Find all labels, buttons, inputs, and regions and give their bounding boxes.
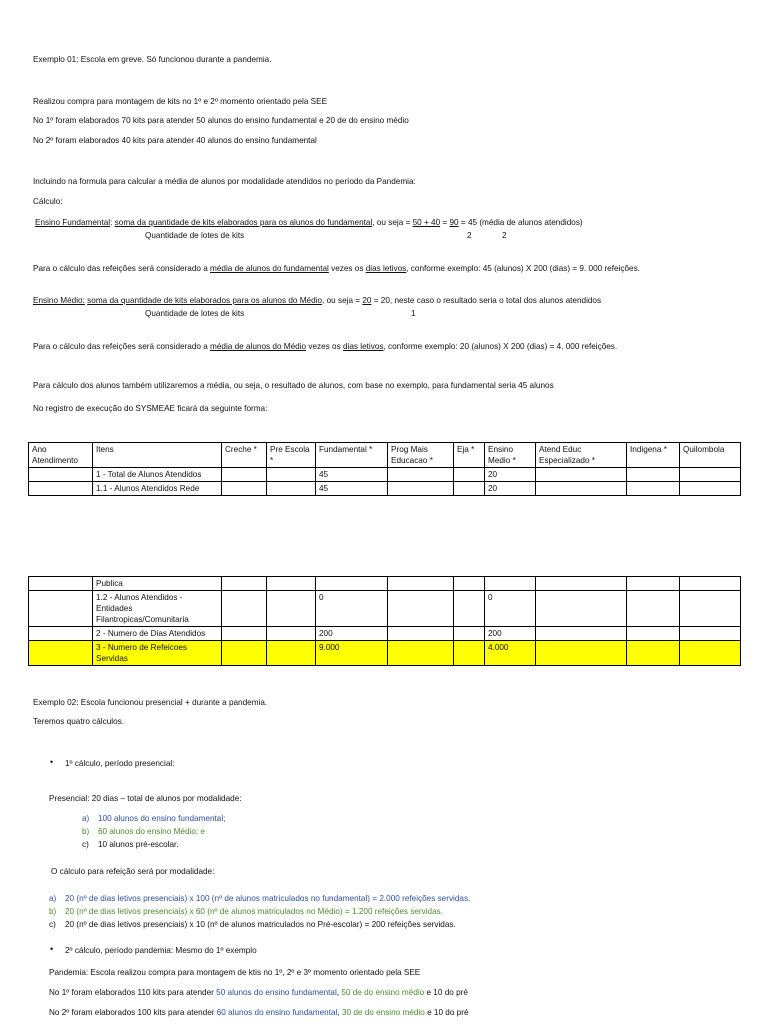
cell	[267, 468, 316, 482]
calc-text: 20 (nº de dias letivos presenciais) x 60 (nº de alunos matriculados no Médio) = 1.200 refeições servidas.	[65, 907, 444, 916]
table-row-highlighted	[29, 641, 741, 666]
cell: 1.2 - Alunos Atendidos - Entidades Filantropicas/Comunitaria	[93, 591, 222, 627]
cell	[454, 627, 485, 641]
cell	[536, 482, 627, 496]
text: média de alunos do Médio	[210, 342, 307, 351]
cell	[388, 591, 454, 627]
cell: 20	[485, 482, 536, 496]
cell: Publica	[93, 577, 222, 591]
cell	[222, 468, 267, 482]
header-cell: Prog Mais Educacao *	[388, 443, 454, 468]
table-header-row	[29, 443, 741, 468]
calc2-heading: 2º cálculo, período pandemia: Mesmo do 1º exemplo	[65, 946, 257, 955]
cell	[536, 641, 627, 666]
calc-item	[49, 894, 470, 903]
text: ,	[336, 988, 342, 997]
cell	[454, 591, 485, 627]
registro-line: No registro de execução do SYSMEAE ficará da seguinte forma:	[33, 404, 268, 413]
header-cell: Pre Escola *	[267, 443, 316, 468]
moment1-line: No 1º foram elaborados 70 kits para atender 50 alunos do ensino fundamental e 20 de do ensino médio	[33, 116, 409, 125]
medio-fraction-top: 20	[362, 296, 372, 305]
table-row	[29, 577, 741, 591]
text: e 10 do pré	[424, 1008, 469, 1017]
list-mark: a)	[82, 814, 90, 823]
cell	[222, 482, 267, 496]
text: , conforme exemplo: 45 (alunos) X 200 (dias) = 9. 000 refeições.	[406, 264, 640, 273]
cell	[316, 577, 388, 591]
list-text: 60 alunos do ensino Médio; e	[98, 827, 205, 836]
cell	[627, 577, 680, 591]
calc-item	[49, 920, 456, 929]
cell	[388, 468, 454, 482]
table-row	[29, 468, 741, 482]
list-item	[82, 814, 225, 823]
cell: 3 - Numero de Refeicoes Servidas	[93, 641, 222, 666]
cell	[222, 641, 267, 666]
colon: :	[110, 218, 113, 227]
cell: 45	[316, 468, 388, 482]
cell	[680, 591, 741, 627]
text: dias letivos	[365, 264, 407, 273]
cell	[29, 468, 93, 482]
cell	[454, 468, 485, 482]
fundamental-formula	[35, 218, 583, 227]
presencial-line: Presencial: 20 dias – total de alunos por modalidade:	[49, 794, 242, 803]
example2-title: Exemplo 02: Escola funcionou presencial + durante a pandemia.	[33, 698, 268, 707]
fundamental-eq: =	[440, 218, 450, 227]
list-item	[82, 827, 205, 836]
modalidade-line: O cálculo para refeição será por modalidade:	[51, 867, 215, 876]
text: No 2º foram elaborados 100 kits para atender	[49, 1008, 217, 1017]
header-cell: Indigena *	[627, 443, 680, 468]
cell	[267, 577, 316, 591]
cell: 0	[316, 591, 388, 627]
bullet-icon: •	[50, 944, 54, 954]
cell	[29, 641, 93, 666]
cell	[454, 482, 485, 496]
cell: 45	[316, 482, 388, 496]
text: 30 de do ensino médio	[341, 1008, 425, 1017]
cell	[267, 591, 316, 627]
header-cell: Ano Atendimento	[29, 443, 93, 468]
meals-fundamental-line	[33, 264, 640, 273]
cell	[454, 641, 485, 666]
table-row	[29, 627, 741, 641]
cell	[29, 482, 93, 496]
text: vezes os	[328, 264, 366, 273]
calc-text: 20 (nº de dias letivos presenciais) x 10 (nº de alunos matriculados no Pré-escolar) = 200 refeições servidas.	[65, 920, 456, 929]
cell	[536, 591, 627, 627]
list-item	[82, 840, 179, 849]
cell	[222, 591, 267, 627]
fundamental-fraction2-den: 2	[502, 231, 507, 240]
list-mark: c)	[82, 840, 89, 849]
list-mark: c)	[49, 920, 56, 929]
cell	[388, 577, 454, 591]
fundamental-mid: , ou seja =	[372, 218, 413, 227]
cell	[485, 577, 536, 591]
text: e 10 do pré	[424, 988, 468, 997]
medio-fraction-den: 1	[411, 309, 416, 318]
header-cell: Atend Educ Especializado *	[536, 443, 627, 468]
cell	[680, 577, 741, 591]
moment2-line: No 2º foram elaborados 40 kits para atender 40 alunos do ensino fundamental	[33, 136, 317, 145]
fundamental-result: = 45 (média de alunos atendidos)	[458, 218, 583, 227]
cell: 2 - Numero de Dias Atendidos	[93, 627, 222, 641]
average-line: Para cálculo dos alunos também utilizaremos a média, ou seja, o resultado de alunos, com base no exemplo, para fundamental seria 45 alunos	[33, 381, 554, 390]
cell	[29, 627, 93, 641]
cell	[627, 482, 680, 496]
cell	[29, 577, 93, 591]
sysmeae-table-top	[28, 442, 741, 496]
cell	[267, 627, 316, 641]
text: 60 alunos do ensino fundamental	[216, 1008, 338, 1017]
cell	[536, 627, 627, 641]
cell	[680, 482, 741, 496]
meals-medio-line	[33, 342, 617, 351]
cell	[680, 468, 741, 482]
text: vezes os	[306, 342, 343, 351]
text: 50 alunos do ensino fundamental	[216, 988, 337, 997]
fundamental-fraction1-top: 50 + 40	[412, 218, 441, 227]
cell	[388, 627, 454, 641]
header-cell: Eja *	[454, 443, 485, 468]
cell: 20	[485, 468, 536, 482]
cell: 200	[485, 627, 536, 641]
medio-denominator: Quantidade de lotes de kits	[145, 309, 245, 318]
cell	[388, 641, 454, 666]
cell	[536, 577, 627, 591]
cell	[29, 591, 93, 627]
fundamental-numerator: soma da quantidade de kits elaborados para os alunos do fundamental	[114, 218, 373, 227]
cell	[680, 627, 741, 641]
cell: 4.000	[485, 641, 536, 666]
medio-numerator: soma da quantidade de kits elaborados para os alunos do Médio	[87, 296, 323, 305]
text: Para o cálculo das refeições será considerado a	[33, 264, 211, 273]
table-row	[29, 591, 741, 627]
list-mark: a)	[49, 894, 57, 903]
text: 50 de do ensino médio	[341, 988, 425, 997]
text: No 1º foram elaborados 110 kits para atender	[49, 988, 217, 997]
cell	[267, 641, 316, 666]
medio-formula	[33, 296, 601, 305]
calc1-heading: 1º cálculo, período presencial:	[65, 759, 175, 768]
cell	[627, 641, 680, 666]
text: dias letivos	[342, 342, 384, 351]
cell	[222, 577, 267, 591]
cell: 0	[485, 591, 536, 627]
list-text: 100 alunos do ensino fundamental;	[98, 814, 226, 823]
pandemia-moment1	[49, 988, 468, 997]
fundamental-fraction1-den: 2	[467, 231, 472, 240]
pandemia-moment2	[49, 1008, 469, 1017]
text: Para o cálculo das refeições será considerado a	[33, 342, 211, 351]
pandemia-line: Pandemia: Escola realizou compra para montagem de ktis no 1º, 2º e 3º momento orientado pela SEE	[49, 968, 421, 977]
header-cell: Ensino Medio *	[485, 443, 536, 468]
fundamental-label: Ensino Fundamental	[35, 218, 111, 227]
cell	[536, 468, 627, 482]
header-cell: Fundamental *	[316, 443, 388, 468]
calculo-heading: Cálculo:	[33, 197, 63, 206]
four-calcs-line: Teremos quatro cálculos.	[33, 717, 125, 726]
formula-intro: Incluindo na formula para calcular a média de alunos por modalidade atendidos no período da Pandemia:	[33, 177, 416, 186]
cell	[680, 641, 741, 666]
cell	[267, 482, 316, 496]
cell: 9.000	[316, 641, 388, 666]
sysmeae-table-bottom	[28, 576, 741, 666]
purchase-line: Realizou compra para montagem de kits no 1º e 2º momento orientado pela SEE	[33, 97, 328, 106]
header-cell: Creche *	[222, 443, 267, 468]
cell	[222, 627, 267, 641]
list-mark: b)	[49, 907, 57, 916]
medio-label: Ensino Médio:	[33, 296, 85, 305]
cell	[627, 591, 680, 627]
cell	[454, 577, 485, 591]
calc-text: 20 (nº de dias letivos presenciais) x 100 (nº de alunos matriculados no fundamental) = 2.000 refeições servidas.	[65, 894, 471, 903]
table-row	[29, 482, 741, 496]
cell: 1 - Total de Alunos Atendidos	[93, 468, 222, 482]
cell: 1.1 - Alunos Atendidos Rede	[93, 482, 222, 496]
fundamental-denominator: Quantidade de lotes de kits	[145, 231, 245, 240]
cell	[627, 468, 680, 482]
medio-mid: , ou seja =	[322, 296, 363, 305]
header-cell: Itens	[93, 443, 222, 468]
text: , conforme exemplo: 20 (alunos) X 200 (dias) = 4. 000 refeições.	[383, 342, 618, 351]
text: média de alunos do fundamental	[210, 264, 329, 273]
fundamental-fraction2-top: 90	[449, 218, 459, 227]
calc-item	[49, 907, 443, 916]
list-mark: b)	[82, 827, 90, 836]
example1-title: Exemplo 01: Escola em greve. Só funcionou durante a pandemia.	[33, 55, 272, 64]
cell	[388, 482, 454, 496]
list-text: 10 alunos pré-escolar.	[98, 840, 179, 849]
text: ,	[337, 1008, 342, 1017]
bullet-icon: •	[50, 757, 54, 767]
cell	[627, 627, 680, 641]
header-cell: Quilombola	[680, 443, 741, 468]
medio-result: = 20, neste caso o resultado seria o total dos alunos atendidos	[371, 296, 602, 305]
cell: 200	[316, 627, 388, 641]
